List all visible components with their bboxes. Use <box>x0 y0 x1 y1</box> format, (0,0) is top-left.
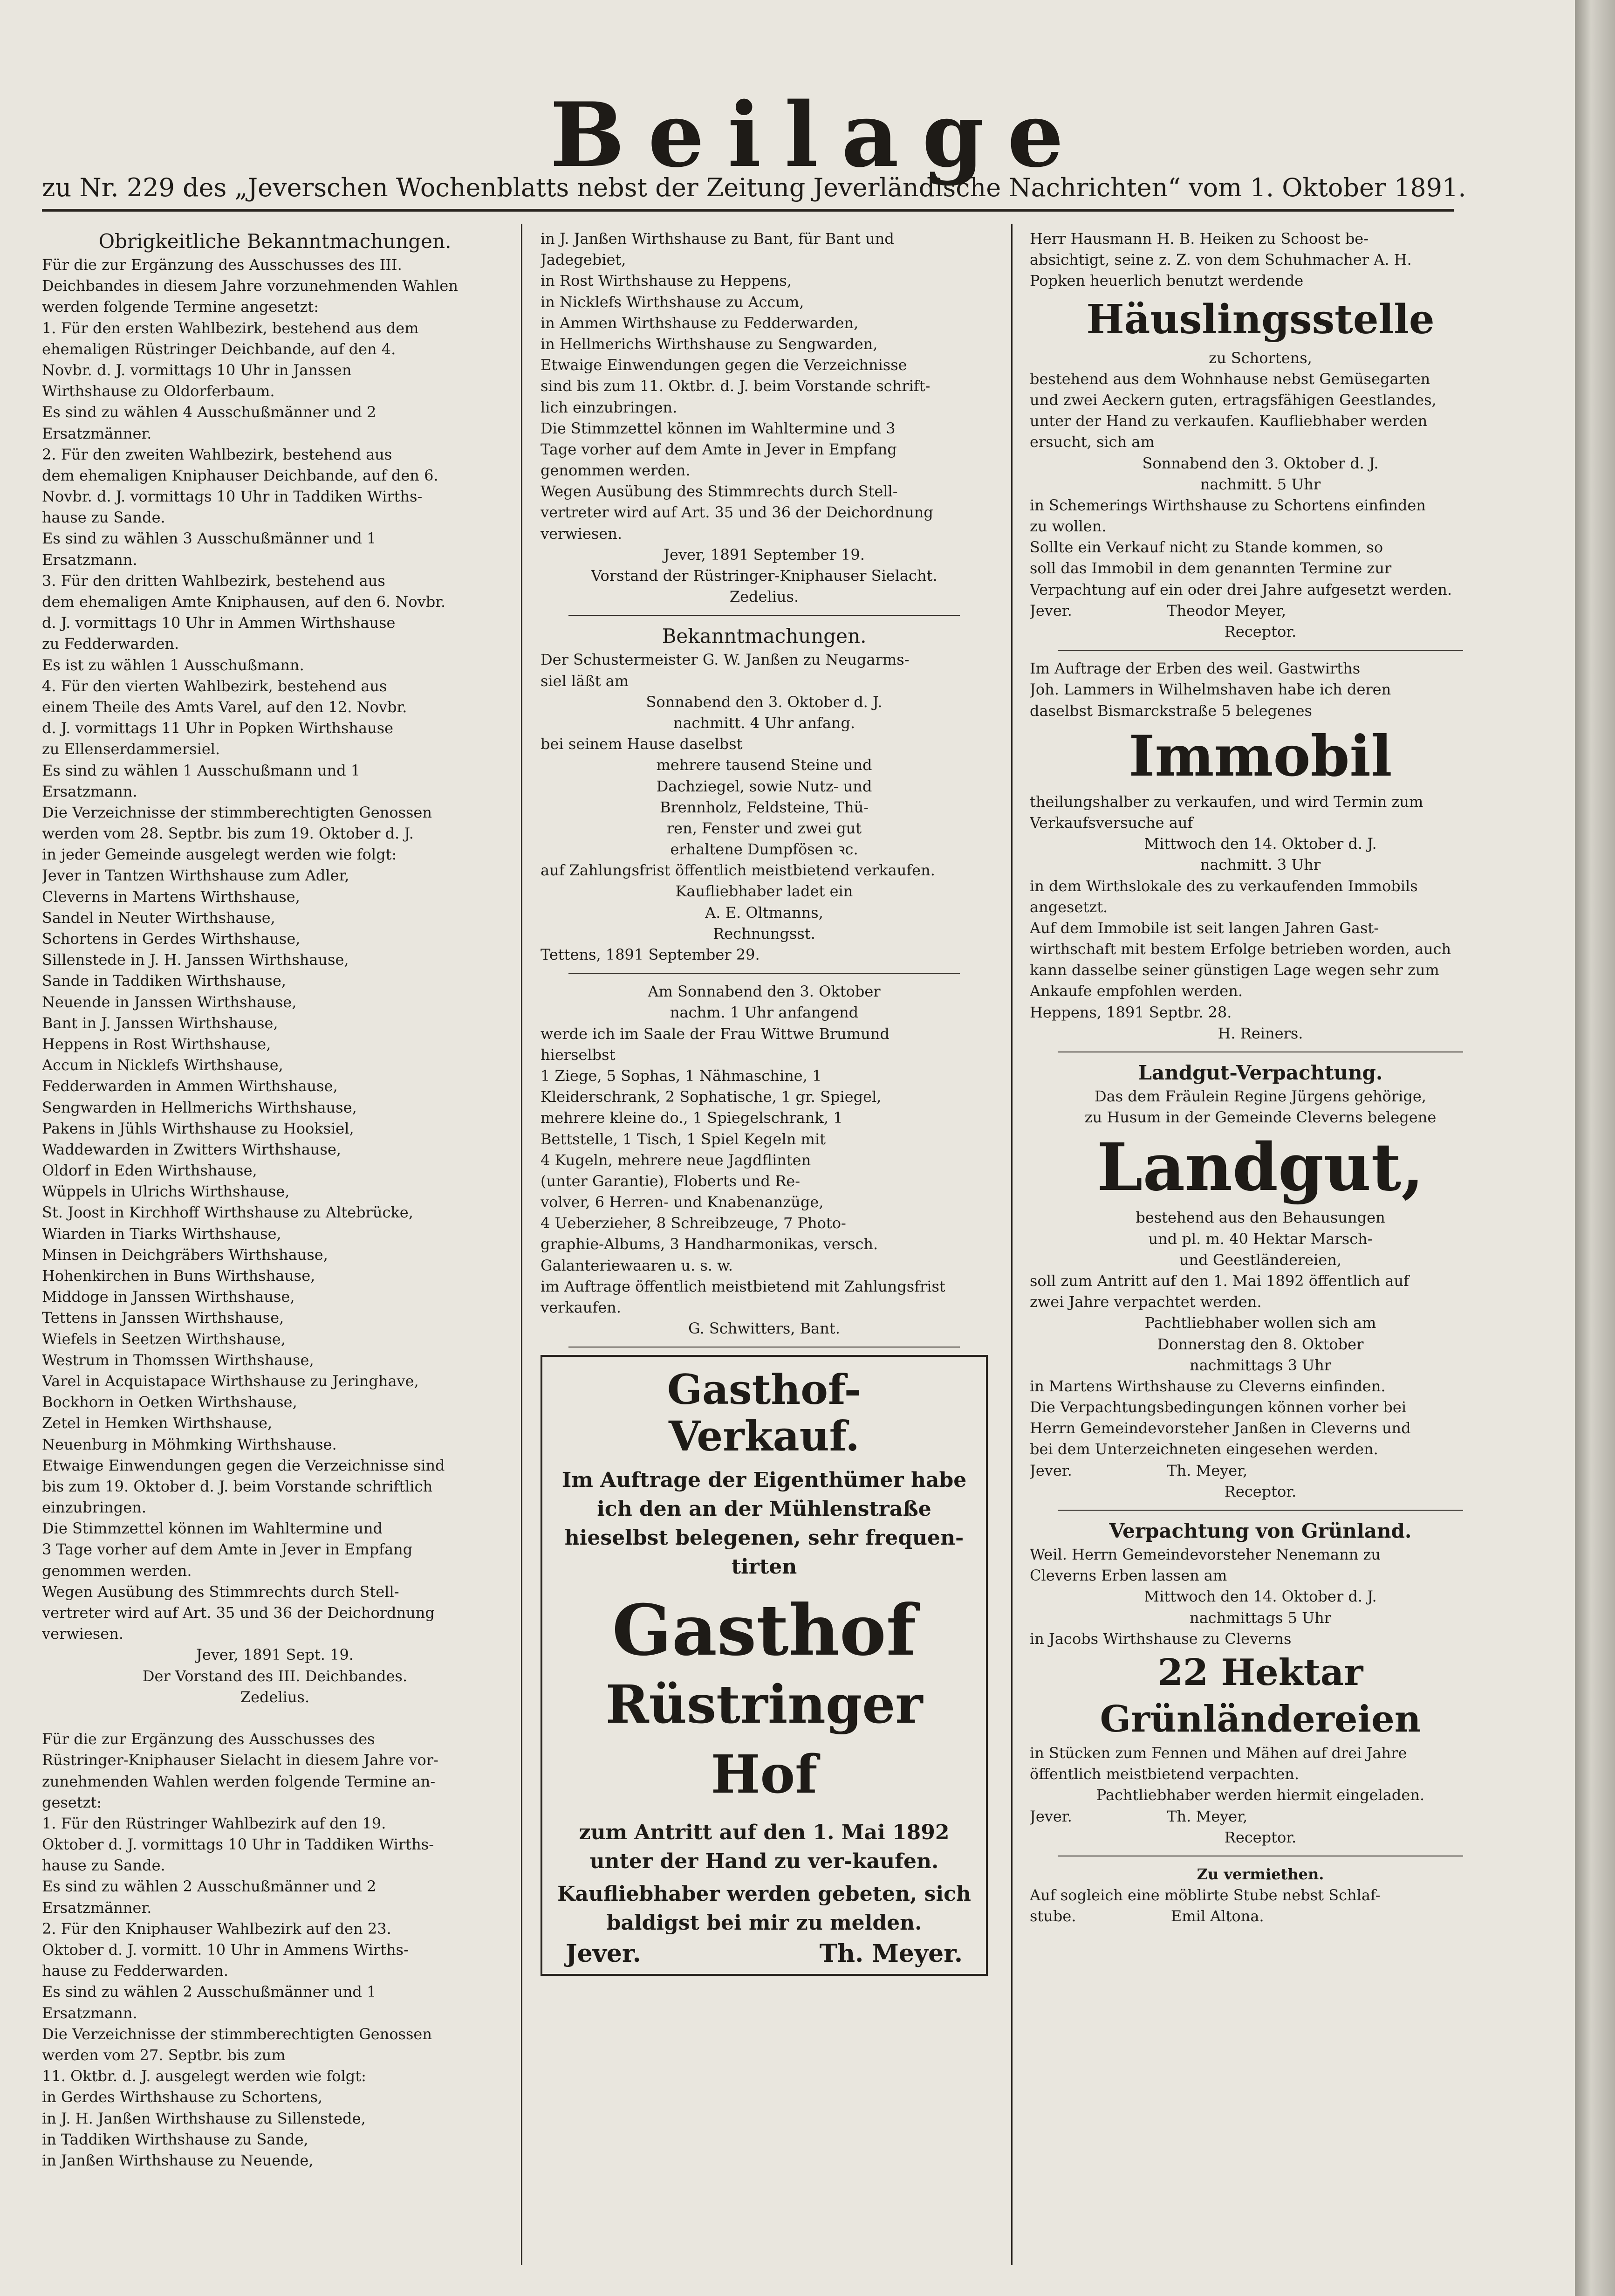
landgut-title: Landgut, <box>1097 1129 1424 1206</box>
text-line: zu Fedderwarden. <box>42 635 179 653</box>
haeuslingsstelle-ad-intro <box>1030 228 1491 292</box>
text-line: Deichbandes in diesem Jahre vorzunehmenden Wahlen <box>42 277 458 295</box>
text-line: Zedelius. <box>240 1688 310 1706</box>
text-line: Pachtliebhaber wollen sich am <box>1144 1314 1376 1332</box>
text-line: siel läßt am <box>541 672 629 690</box>
text-line: soll das Immobil in dem genannten Termine zur <box>1030 559 1392 577</box>
text-line: Tettens in Janssen Wirthshause, <box>42 1309 284 1327</box>
text-line: Auf dem Immobile ist seit langen Jahren Gast- <box>1030 919 1379 937</box>
text-line: Die Stimmzettel können im Wahltermine und 3 <box>541 419 896 437</box>
text-line: Für die zur Ergänzung des Ausschusses des III. <box>42 256 402 274</box>
column-2 <box>541 228 988 2261</box>
text-line: auf Zahlungsfrist öffentlich meistbietend verkaufen. <box>541 861 935 880</box>
text-line: hause zu Sande. <box>42 1856 165 1875</box>
column-divider-1 <box>521 224 522 2265</box>
text-line: Sonnabend den 3. Oktober d. J. <box>646 693 883 711</box>
text-line: Zetel in Hemken Wirthshause, <box>42 1414 273 1432</box>
landgut-heading: Landgut-Verpachtung. <box>1138 1061 1383 1084</box>
text-line: Kleiderschrank, 2 Sophatische, 1 gr. Spiegel, <box>541 1088 882 1106</box>
text-line: Es ist zu wählen 1 Ausschußmann. <box>42 656 304 674</box>
gasthof-sign-right: Th. Meyer. <box>819 1939 963 1968</box>
text-line: verwiesen. <box>541 524 623 543</box>
haeuslingsstelle-title: Häuslingsstelle <box>1086 296 1435 343</box>
text-line: Brennholz, Feldsteine, Thü- <box>659 798 869 816</box>
text-line: in Janßen Wirthshause zu Neuende, <box>42 2151 314 2169</box>
text-line: 4 Kugeln, mehrere neue Jagdflinten <box>541 1151 811 1169</box>
text-line: Joh. Lammers in Wilhelmshaven habe ich deren <box>1030 681 1391 699</box>
text-line: Jever in Tantzen Wirthshause zum Adler, <box>42 866 349 885</box>
gasthof-text-2: zum Antritt auf den 1. Mai 1892 unter der Hand zu ver-kaufen. <box>579 1821 950 1874</box>
text-line: Ersatzmann. <box>42 2004 137 2022</box>
text-line: unter der Hand zu verkaufen. Kaufliebhaber werden <box>1030 412 1428 430</box>
text-line: lich einzubringen. <box>541 398 677 416</box>
separator <box>568 973 960 974</box>
text-line: Es sind zu wählen 2 Ausschußmänner und 2 <box>42 1877 376 1896</box>
text-line: Wirthshause zu Oldorferbaum. <box>42 382 275 400</box>
text-line: Cleverns in Martens Wirthshause, <box>42 887 300 906</box>
text-line: hause zu Fedderwarden. <box>42 1962 229 1980</box>
text-line: Heppens, 1891 Septbr. 28. <box>1030 1003 1232 1021</box>
text-line: Es sind zu wählen 3 Ausschußmänner und 1 <box>42 529 376 548</box>
text-line: 2. Für den Kniphauser Wahlbezirk auf den 23. <box>42 1919 391 1938</box>
text-line: Es sind zu wählen 2 Ausschußmänner und 1 <box>42 1983 376 2001</box>
text-line: Die Verpachtungsbedingungen können vorher bei <box>1030 1398 1407 1416</box>
text-line: Sande in Taddiken Wirthshause, <box>42 972 287 990</box>
immobil-ad-text <box>1030 791 1491 1044</box>
official-notices-heading: Obrigkeitliche Bekanntmachungen. <box>98 230 452 253</box>
text-line: bei dem Unterzeichneten eingesehen werden. <box>1030 1440 1378 1458</box>
landgut-ad-intro <box>1030 1086 1491 1128</box>
text-line: nachmitt. 5 Uhr <box>1200 475 1321 493</box>
text-line: in J. H. Janßen Wirthshause zu Sillenstede, <box>42 2109 366 2127</box>
gruenland-big-1: 22 Hektar <box>1157 1651 1363 1694</box>
text-line: Wiefels in Seetzen Wirthshause, <box>42 1330 286 1348</box>
separator <box>568 615 960 616</box>
text-line: Rechnungsst. <box>713 924 815 942</box>
text-line: Bant in J. Janssen Wirthshause, <box>42 1014 278 1032</box>
text-line <box>42 1708 508 1729</box>
text-line: in Jacobs Wirthshause zu Cleverns <box>1030 1629 1292 1648</box>
text-line: sind bis zum 11. Oktbr. d. J. beim Vorstande schrift- <box>541 377 931 395</box>
page-edge <box>1575 0 1615 2296</box>
text-line: Donnerstag den 8. Oktober <box>1157 1335 1364 1353</box>
text-line: Jever, 1891 Sept. 19. <box>196 1646 354 1664</box>
text-line: mehrere kleine do., 1 Spiegelschrank, 1 <box>541 1109 843 1127</box>
text-line: bestehend aus dem Wohnhause nebst Gemüsegarten <box>1030 370 1430 388</box>
text-line: 1. Für den ersten Wahlbezirk, bestehend aus dem <box>42 319 419 337</box>
text-line: Der Schustermeister G. W. Janßen zu Neugarms- <box>541 651 910 669</box>
text-line: Auf sogleich eine möblirte Stube nebst Schlaf- <box>1030 1886 1381 1904</box>
text-line: gesetzt: <box>42 1793 102 1811</box>
text-line: zu Ellenserdammersiel. <box>42 740 220 758</box>
haeuslingsstelle-ad-text <box>1030 348 1491 643</box>
text-line: vertreter wird auf Art. 35 und 36 der Deichordnung <box>42 1604 435 1622</box>
text-line: Dachziegel, sowie Nutz- und <box>656 777 872 795</box>
text-line: Tage vorher auf dem Amte in Jever in Empfang <box>541 440 897 458</box>
text-line: werden vom 27. Septbr. bis zum <box>42 2046 286 2064</box>
text-line: 3. Für den dritten Wahlbezirk, bestehend aus <box>42 571 385 590</box>
gasthof-name-2: Rüstringer Hof <box>605 1674 923 1806</box>
text-line: 4. Für den vierten Wahlbezirk, bestehend aus <box>42 677 387 695</box>
text-line: 4 Ueberzieher, 8 Schreibzeuge, 7 Photo- <box>541 1214 846 1232</box>
text-line: genommen werden. <box>42 1561 192 1580</box>
text-line: Sillenstede in J. H. Janssen Wirthshause, <box>42 951 349 969</box>
text-line: kann dasselbe seiner günstigen Lage wegen sehr zum <box>1030 961 1439 979</box>
text-line: Oldorf in Eden Wirthshause, <box>42 1162 257 1180</box>
text-line: nachmitt. 4 Uhr anfang. <box>673 714 855 732</box>
text-line: Jever, 1891 September 19. <box>664 545 865 564</box>
text-line: absichtigt, seine z. Z. von dem Schuhmacher A. H. <box>1030 251 1412 269</box>
text-line: Neuenburg in Möhmking Wirthshause. <box>42 1435 337 1453</box>
text-line: Vorstand der Rüstringer-Kniphauser Sielacht. <box>591 567 938 584</box>
text-line: in Taddiken Wirthshause zu Sande, <box>42 2130 308 2148</box>
text-line: ren, Fenster und zwei gut <box>666 819 862 837</box>
gasthof-name-1: Gasthof <box>612 1589 917 1672</box>
text-line: Sengwarden in Hellmerichs Wirthshause, <box>42 1098 357 1116</box>
text-line: werden folgende Termine angesetzt: <box>42 298 319 316</box>
text-line: zu Husum in der Gemeinde Cleverns belegene <box>1084 1108 1437 1127</box>
text-line: werde ich im Saale der Frau Wittwe Brumund <box>541 1024 890 1043</box>
text-line: Mittwoch den 14. Oktober d. J. <box>1144 1588 1377 1606</box>
text-line: in J. Janßen Wirthshause zu Bant, für Bant und <box>541 230 894 247</box>
text-line: in Stücken zum Fennen und Mähen auf drei Jahre <box>1030 1744 1407 1762</box>
text-line: Wegen Ausübung des Stimmrechts durch Stell- <box>541 482 898 501</box>
text-line: Der Vorstand des III. Deichbandes. <box>142 1667 408 1685</box>
text-line: Verkaufsversuche auf <box>1030 813 1193 832</box>
text-line: Receptor. <box>1224 1828 1297 1846</box>
announcements-heading: Bekanntmachungen. <box>662 625 867 648</box>
text-line: Am Sonnabend den 3. Oktober <box>648 983 881 1001</box>
text-line: Wegen Ausübung des Stimmrechts durch Stell- <box>42 1582 399 1601</box>
text-line: Herrn Gemeindevorsteher Janßen in Cleverns und <box>1030 1419 1411 1437</box>
text-line: in jeder Gemeinde ausgelegt werden wie folgt: <box>42 846 397 864</box>
landgut-ad-text <box>1030 1207 1491 1502</box>
text-line: nachmittags 3 Uhr <box>1189 1356 1332 1374</box>
top-rule <box>42 209 1454 212</box>
text-line: genommen werden. <box>541 461 691 480</box>
text-line: Jever. Theodor Meyer, <box>1030 601 1287 619</box>
text-line: Fedderwarden in Ammen Wirthshause, <box>42 1077 338 1095</box>
text-line: Weil. Herrn Gemeindevorsteher Nenemann zu <box>1030 1546 1381 1563</box>
text-line: Etwaige Einwendungen gegen die Verzeichnisse sind <box>42 1456 445 1474</box>
text-line: im Auftrage öffentlich meistbietend mit Zahlungsfrist <box>541 1277 945 1295</box>
gasthof-text: Im Auftrage der Eigenthümer habe ich den an der Mühlenstraße hieselbst belegenen, sehr frequen-tirten <box>561 1468 967 1579</box>
text-line: 11. Oktbr. d. J. ausgelegt werden wie folgt: <box>42 2067 366 2085</box>
text-line: Cleverns Erben lassen am <box>1030 1567 1227 1585</box>
text-line: dem ehemaligen Amte Kniphausen, auf den 6. Novbr. <box>42 593 446 611</box>
text-line: einem Theile des Amts Varel, auf den 12. Novbr. <box>42 698 407 716</box>
text-line: daselbst Bismarckstraße 5 belegenes <box>1030 701 1312 720</box>
text-line: verkaufen. <box>541 1299 621 1316</box>
text-line: verwiesen. <box>42 1625 124 1643</box>
text-line: Für die zur Ergänzung des Ausschusses des <box>42 1730 375 1748</box>
text-line: Sonnabend den 3. Oktober d. J. <box>1142 454 1379 472</box>
gasthof-text-3: Kaufliebhaber werden gebeten, sich baldigst bei mir zu melden. <box>557 1882 971 1935</box>
text-line: in Hellmerichs Wirthshause zu Sengwarden, <box>541 335 878 353</box>
text-line: zu wollen. <box>1030 517 1107 536</box>
text-line: Im Auftrage der Erben des weil. Gastwirths <box>1030 660 1361 678</box>
immobil-ad-intro <box>1030 658 1491 722</box>
issue-subline: zu Nr. 229 des „Jeverschen Wochenblatts nebst der Zeitung Jeverländische Nachrichten“ vom 1. Oktober 1891. <box>42 173 1466 202</box>
text-line: nachmitt. 3 Uhr <box>1200 856 1321 874</box>
text-line: Oktober d. J. vormittags 10 Uhr in Taddiken Wirths- <box>42 1835 434 1854</box>
sielacht-notice-text <box>541 228 988 607</box>
text-line: Novbr. d. J. vormittags 10 Uhr in Taddiken Wirths- <box>42 488 423 506</box>
text-line: dem ehemaligen Kniphauser Deichbande, auf den 6. <box>42 466 438 484</box>
text-line: Wiarden in Tiarks Wirthshause, <box>42 1224 281 1243</box>
column-3 <box>1030 228 1491 2261</box>
text-line: hierselbst <box>541 1045 616 1064</box>
text-line: in Gerdes Wirthshause zu Schortens, <box>42 2088 323 2106</box>
text-line: 2. Für den zweiten Wahlbezirk, bestehend aus <box>42 445 392 463</box>
text-line: Jadegebiet, <box>541 251 626 269</box>
text-line: in Ammen Wirthshause zu Fedderwarden, <box>541 314 859 332</box>
text-line: Etwaige Einwendungen gegen die Verzeichnisse <box>541 356 907 374</box>
text-line: vertreter wird auf Art. 35 und 36 der Deichordnung <box>541 503 933 522</box>
separator <box>1058 650 1463 651</box>
text-line: Westrum in Thomssen Wirthshause, <box>42 1351 314 1369</box>
rent-ad-text <box>1030 1885 1491 1927</box>
text-line: Sollte ein Verkauf nicht zu Stande kommen, so <box>1030 538 1383 557</box>
text-line: Ankaufe empfohlen werden. <box>1030 982 1243 1000</box>
text-line: A. E. Oltmanns, <box>705 903 823 921</box>
text-line: Die Verzeichnisse der stimmberechtigten Genossen <box>42 803 432 821</box>
text-line: Ersatzmänner. <box>42 1898 152 1917</box>
text-line: nachm. 1 Uhr anfangend <box>670 1004 859 1022</box>
text-line: Novbr. d. J. vormittags 10 Uhr in Janssen <box>42 361 352 379</box>
text-line: werden vom 28. Septbr. bis zum 19. Oktober d. J. <box>42 825 414 843</box>
text-line: in Nicklefs Wirthshause zu Accum, <box>541 293 804 311</box>
text-line: Galanteriewaaren u. s. w. <box>541 1256 733 1274</box>
text-line: Pakens in Jühls Wirthshause zu Hooksiel, <box>42 1119 354 1137</box>
text-line: Receptor. <box>1224 623 1297 640</box>
text-line: Ersatzmann. <box>42 782 137 800</box>
text-line: in Schemerings Wirthshause zu Schortens einfinden <box>1030 496 1426 514</box>
text-line: Popken heuerlich benutzt werdende <box>1030 272 1304 290</box>
text-line: Das dem Fräulein Regine Jürgens gehörige, <box>1095 1087 1426 1105</box>
text-line: und pl. m. 40 Hektar Marsch- <box>1148 1230 1373 1248</box>
official-notices-text <box>42 254 508 2171</box>
text-line: Pachtliebhaber werden hiermit eingeladen. <box>1096 1786 1425 1804</box>
text-line: Waddewarden in Zwitters Wirthshause, <box>42 1140 342 1158</box>
text-line: Es sind zu wählen 1 Ausschußmann und 1 <box>42 761 361 779</box>
text-line: Minsen in Deichgräbers Wirthshause, <box>42 1245 328 1264</box>
text-line: bis zum 19. Oktober d. J. beim Vorstande schriftlich <box>42 1477 433 1495</box>
text-line: bei seinem Hause daselbst <box>541 735 743 753</box>
text-line: Ersatzmänner. <box>42 424 152 442</box>
text-line: St. Joost in Kirchhoff Wirthshause zu Altebrücke, <box>42 1203 413 1222</box>
text-line: Zedelius. <box>729 588 799 606</box>
text-line: Mittwoch den 14. Oktober d. J. <box>1144 835 1377 853</box>
gasthof-ad <box>541 1355 988 1975</box>
gasthof-title-2: Verkauf. <box>669 1412 860 1461</box>
text-line: Receptor. <box>1224 1482 1297 1500</box>
gruenland-heading: Verpachtung von Grünland. <box>1109 1519 1412 1542</box>
text-line: Es sind zu wählen 4 Ausschußmänner und 2 <box>42 403 376 421</box>
text-line: Die Verzeichnisse der stimmberechtigten Genossen <box>42 2025 432 2043</box>
text-line: graphie-Albums, 3 Handharmonikas, versch. <box>541 1235 878 1253</box>
text-line: nachmittags 5 Uhr <box>1189 1609 1332 1627</box>
masthead-title: Beilage <box>550 83 1087 187</box>
text-line: Herr Hausmann H. B. Heiken zu Schoost be- <box>1030 230 1369 247</box>
text-line: G. Schwitters, Bant. <box>688 1320 840 1338</box>
text-line: ersucht, sich am <box>1030 433 1155 451</box>
gruenland-ad-text <box>1030 1743 1491 1848</box>
text-line: Verpachtung auf ein oder drei Jahre aufgesetzt werden. <box>1030 580 1452 598</box>
text-line: theilungshalber zu verkaufen, und wird Termin zum <box>1030 792 1423 811</box>
column-1 <box>42 228 508 2261</box>
text-line: Heppens in Rost Wirthshause, <box>42 1035 271 1053</box>
text-line: Jever. Th. Meyer, <box>1030 1461 1248 1479</box>
text-line: und zwei Aeckern guten, ertragsfähigen Geestlandes, <box>1030 391 1437 409</box>
text-line: Bockhorn in Oetken Wirthshause, <box>42 1393 297 1411</box>
text-line: Schortens in Gerdes Wirthshause, <box>42 930 301 948</box>
text-line: öffentlich meistbietend verpachten. <box>1030 1765 1300 1783</box>
gruenland-big-2: Grünländereien <box>1100 1698 1421 1740</box>
text-line: (unter Garantie), Floberts und Re- <box>541 1172 801 1190</box>
text-line: stube. Emil Altona. <box>1030 1907 1264 1925</box>
text-line: und Geestländereien, <box>1179 1251 1342 1269</box>
text-line: hause zu Sande. <box>42 509 165 527</box>
text-line: Rüstringer-Kniphauser Sielacht in diesem Jahre vor- <box>42 1751 438 1769</box>
text-line: Bettstelle, 1 Tisch, 1 Spiel Kegeln mit <box>541 1130 826 1148</box>
text-line: Oktober d. J. vormitt. 10 Uhr in Ammens Wirths- <box>42 1941 409 1959</box>
gruenland-ad-intro <box>1030 1544 1491 1650</box>
separator <box>1058 1510 1463 1511</box>
gasthof-sign-left: Jever. <box>566 1939 641 1968</box>
text-line: wirthschaft mit bestem Erfolge betrieben worden, auch <box>1030 940 1451 958</box>
text-line: Jever. Th. Meyer, <box>1030 1807 1248 1825</box>
text-line: in Rost Wirthshause zu Heppens, <box>541 272 792 290</box>
text-line: einzubringen. <box>42 1499 147 1517</box>
text-line: zunehmenden Wahlen werden folgende Termine an- <box>42 1772 436 1790</box>
text-line: Ersatzmann. <box>42 550 137 569</box>
text-line: angesetzt. <box>1030 898 1108 916</box>
text-line: mehrere tausend Steine und <box>656 756 872 774</box>
column-divider-2 <box>1011 224 1013 2265</box>
rent-heading: Zu vermiethen. <box>1197 1865 1324 1883</box>
text-line: 1. Für den Rüstringer Wahlbezirk auf den 19. <box>42 1814 386 1832</box>
text-line: Wüppels in Ulrichs Wirthshause, <box>42 1182 290 1201</box>
text-line: ehemaligen Rüstringer Deichbande, auf den 4. <box>42 340 396 358</box>
text-line: Kaufliebhaber ladet ein <box>675 882 853 901</box>
text-line: Hohenkirchen in Buns Wirthshause, <box>42 1267 315 1285</box>
text-line: d. J. vormittags 10 Uhr in Ammen Wirthshause <box>42 614 396 632</box>
gasthof-title-1: Gasthof- <box>667 1365 862 1414</box>
text-line: zwei Jahre verpachtet werden. <box>1030 1293 1262 1311</box>
text-line: Neuende in Janssen Wirthshause, <box>42 993 297 1011</box>
text-line: Accum in Nicklefs Wirthshause, <box>42 1056 283 1074</box>
immobil-title: Immobil <box>1129 723 1392 789</box>
text-line: Sandel in Neuter Wirthshause, <box>42 908 275 927</box>
text-line: zu Schortens, <box>1209 349 1312 367</box>
text-line: Varel in Acquistapace Wirthshause zu Jeringhave, <box>42 1372 419 1390</box>
text-line: bestehend aus den Behausungen <box>1136 1209 1385 1227</box>
text-line: in dem Wirthslokale des zu verkaufenden Immobils <box>1030 877 1418 895</box>
text-line: Tettens, 1891 September 29. <box>541 946 760 963</box>
text-line: soll zum Antritt auf den 1. Mai 1892 öffentlich auf <box>1030 1272 1409 1290</box>
stone-auction-ad <box>541 649 988 965</box>
text-line: d. J. vormittags 11 Uhr in Popken Wirthshause <box>42 719 394 737</box>
text-line: erhaltene Dumpfösen ꝛc. <box>670 840 858 859</box>
text-line: 3 Tage vorher auf dem Amte in Jever in Empfang <box>42 1540 413 1559</box>
text-line: Die Stimmzettel können im Wahltermine und <box>42 1519 383 1538</box>
text-line: in Martens Wirthshause zu Cleverns einfinden. <box>1030 1377 1386 1395</box>
text-line: volver, 6 Herren- und Knabenanzüge, <box>541 1193 824 1211</box>
text-line: H. Reiners. <box>1218 1024 1303 1042</box>
text-line: Middoge in Janssen Wirthshause, <box>42 1288 295 1306</box>
furniture-auction-ad <box>541 981 988 1339</box>
text-line: 1 Ziege, 5 Sophas, 1 Nähmaschine, 1 <box>541 1066 822 1085</box>
